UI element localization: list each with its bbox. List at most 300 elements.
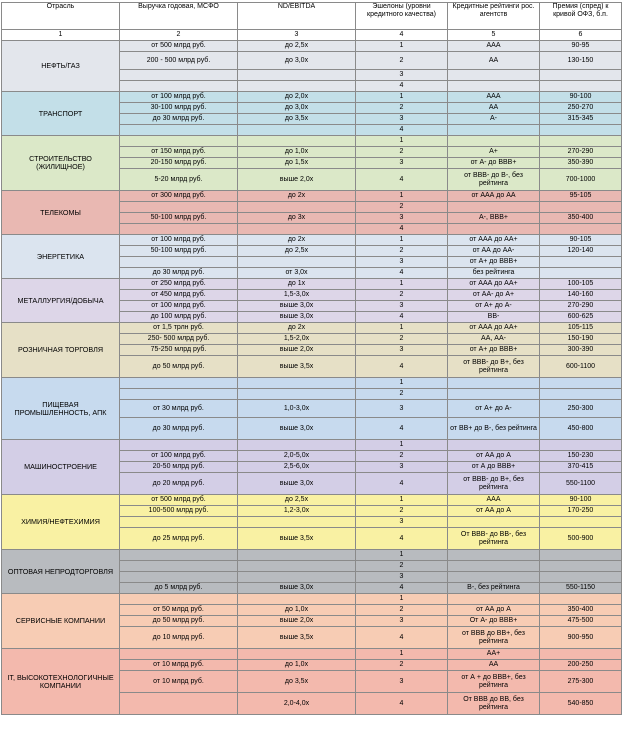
tier-cell: 1 [356, 649, 448, 660]
revenue-cell: от 50 млрд руб. [120, 605, 238, 616]
tier-cell: 3 [356, 301, 448, 312]
tier-cell: 2 [356, 334, 448, 345]
revenue-cell [120, 517, 238, 528]
nd-ebitda-cell: до 3,0х [238, 103, 356, 114]
rating-cell: от АА до А [448, 605, 540, 616]
tier-cell: 2 [356, 202, 448, 213]
revenue-cell [120, 70, 238, 81]
spread-cell: 275-300 [540, 671, 622, 693]
sector-name: IT, ВЫСОКОТЕХНОЛОГИЧНЫЕ КОМПАНИИ [2, 649, 120, 715]
revenue-cell: до 50 млрд руб. [120, 616, 238, 627]
rating-cell [448, 81, 540, 92]
revenue-cell [120, 561, 238, 572]
rating-cell [448, 70, 540, 81]
spread-cell: 200-250 [540, 660, 622, 671]
tier-cell: 1 [356, 378, 448, 389]
table-row [2, 594, 622, 605]
spread-cell: 105-115 [540, 323, 622, 334]
table-body [2, 41, 622, 715]
spread-cell [540, 378, 622, 389]
rating-cell: от А+ до А- [448, 301, 540, 312]
table-row [2, 550, 622, 561]
nd-ebitda-cell [238, 257, 356, 268]
tier-cell: 3 [356, 114, 448, 125]
nd-ebitda-cell [238, 389, 356, 400]
spread-cell: 315-345 [540, 114, 622, 125]
nd-ebitda-cell [238, 224, 356, 235]
table-row [2, 440, 622, 451]
revenue-cell: от 300 млрд руб. [120, 191, 238, 202]
rating-cell: А+ [448, 147, 540, 158]
rating-cell: АА+ [448, 649, 540, 660]
spread-cell: 150-230 [540, 451, 622, 462]
rating-cell: От А- до ВВВ+ [448, 616, 540, 627]
spread-cell: 95-105 [540, 191, 622, 202]
spread-cell: 130-150 [540, 52, 622, 70]
nd-ebitda-cell: выше 3,0х [238, 473, 356, 495]
revenue-cell: до 25 млрд руб. [120, 528, 238, 550]
rating-cell: А-, ВВВ+ [448, 213, 540, 224]
revenue-cell: 30-100 млрд руб. [120, 103, 238, 114]
rating-cell: от ВВВ до ВВ+, без рейтинга [448, 627, 540, 649]
rating-cell: от ВВ+ до В-, без рейтинга [448, 418, 540, 440]
spread-cell [540, 125, 622, 136]
nd-ebitda-cell [238, 649, 356, 660]
revenue-cell [120, 136, 238, 147]
rating-cell [448, 594, 540, 605]
tier-cell: 4 [356, 81, 448, 92]
nd-ebitda-cell: до 1,5х [238, 158, 356, 169]
revenue-cell: до 5 млрд руб. [120, 583, 238, 594]
nd-ebitda-cell [238, 202, 356, 213]
tier-cell: 2 [356, 660, 448, 671]
spread-cell: 90-105 [540, 235, 622, 246]
tier-cell: 3 [356, 345, 448, 356]
tier-cell: 3 [356, 158, 448, 169]
rating-cell: от ВВВ- до В-, без рейтинга [448, 169, 540, 191]
nd-ebitda-cell: выше 3,0х [238, 418, 356, 440]
revenue-cell [120, 594, 238, 605]
revenue-cell: 20-150 млрд руб. [120, 158, 238, 169]
revenue-cell [120, 440, 238, 451]
tier-cell: 3 [356, 400, 448, 418]
revenue-cell: до 20 млрд руб. [120, 473, 238, 495]
rating-cell [448, 572, 540, 583]
nd-ebitda-cell: до 3,0х [238, 52, 356, 70]
header-spread: Премия (спред) к кривой ОФЗ, б.п. [540, 3, 622, 30]
sector-name: ТРАНСПОРТ [2, 92, 120, 136]
table-row [2, 191, 622, 202]
tier-cell: 4 [356, 473, 448, 495]
spread-cell: 350-400 [540, 213, 622, 224]
tier-cell: 1 [356, 495, 448, 506]
spread-cell: 300-390 [540, 345, 622, 356]
nd-ebitda-cell: до 2,5х [238, 41, 356, 52]
revenue-cell: от 100 млрд руб. [120, 301, 238, 312]
column-number: 4 [356, 30, 448, 41]
tier-cell: 2 [356, 103, 448, 114]
revenue-cell: от 10 млрд руб. [120, 671, 238, 693]
nd-ebitda-cell: 1,2-3,0х [238, 506, 356, 517]
nd-ebitda-cell [238, 561, 356, 572]
nd-ebitda-cell [238, 550, 356, 561]
rating-cell: АА, АА- [448, 334, 540, 345]
rating-cell: от АА до А [448, 451, 540, 462]
nd-ebitda-cell: 1,5-2,0х [238, 334, 356, 345]
rating-cell [448, 224, 540, 235]
spread-cell [540, 257, 622, 268]
table-row [2, 378, 622, 389]
rating-cell [448, 440, 540, 451]
tier-cell: 1 [356, 41, 448, 52]
spread-cell: 270-290 [540, 147, 622, 158]
spread-cell: 500-900 [540, 528, 622, 550]
sector-name: ХИМИЯ/НЕФТЕХИМИЯ [2, 495, 120, 550]
tier-cell: 4 [356, 528, 448, 550]
tier-cell: 4 [356, 583, 448, 594]
nd-ebitda-cell: выше 3,5х [238, 528, 356, 550]
spread-cell [540, 202, 622, 213]
rating-cell: от ААА до АА+ [448, 235, 540, 246]
tier-cell: 2 [356, 605, 448, 616]
spread-cell [540, 70, 622, 81]
spread-cell: 100-105 [540, 279, 622, 290]
nd-ebitda-cell: до 3х [238, 213, 356, 224]
spread-cell [540, 81, 622, 92]
spread-cell: 550-1150 [540, 583, 622, 594]
spread-cell [540, 649, 622, 660]
rating-cell: от А- до ВВВ+ [448, 158, 540, 169]
revenue-cell: от 500 млрд руб. [120, 495, 238, 506]
tier-cell: 2 [356, 147, 448, 158]
nd-ebitda-cell: до 2х [238, 323, 356, 334]
rating-cell: ААА [448, 495, 540, 506]
sector-name: ПИЩЕВАЯ ПРОМЫШЛЕННОСТЬ, АПК [2, 378, 120, 440]
nd-ebitda-cell [238, 440, 356, 451]
spread-cell: 90-100 [540, 92, 622, 103]
header-nd-ebitda: ND/EBITDA [238, 3, 356, 30]
spread-cell: 475-500 [540, 616, 622, 627]
nd-ebitda-cell: 2,0-4,0х [238, 693, 356, 715]
rating-cell [448, 550, 540, 561]
spread-cell: 700-1000 [540, 169, 622, 191]
spread-cell: 90-100 [540, 495, 622, 506]
rating-cell [448, 561, 540, 572]
revenue-cell [120, 649, 238, 660]
revenue-cell [120, 550, 238, 561]
nd-ebitda-cell: выше 3,5х [238, 356, 356, 378]
rating-cell: АА [448, 52, 540, 70]
tier-cell: 1 [356, 279, 448, 290]
revenue-cell: от 250 млрд руб. [120, 279, 238, 290]
table-row [2, 323, 622, 334]
revenue-cell [120, 572, 238, 583]
revenue-cell: до 10 млрд руб. [120, 627, 238, 649]
tier-cell: 2 [356, 506, 448, 517]
column-number: 5 [448, 30, 540, 41]
spread-cell: 900-950 [540, 627, 622, 649]
spread-cell [540, 561, 622, 572]
tier-cell: 2 [356, 561, 448, 572]
spread-cell [540, 268, 622, 279]
revenue-cell: от 100 млрд руб. [120, 235, 238, 246]
rating-cell: без рейтинга [448, 268, 540, 279]
spread-cell [540, 550, 622, 561]
revenue-cell [120, 389, 238, 400]
tier-cell: 3 [356, 572, 448, 583]
revenue-cell: 50-100 млрд руб. [120, 246, 238, 257]
revenue-cell [120, 693, 238, 715]
rating-cell [448, 202, 540, 213]
tier-cell: 4 [356, 627, 448, 649]
revenue-cell: до 50 млрд руб. [120, 356, 238, 378]
sector-name: ТЕЛЕКОМЫ [2, 191, 120, 235]
spread-cell: 140-160 [540, 290, 622, 301]
revenue-cell: от 10 млрд руб. [120, 660, 238, 671]
revenue-cell: 75-250 млрд руб. [120, 345, 238, 356]
sector-name: ЭНЕРГЕТИКА [2, 235, 120, 279]
nd-ebitda-cell: 2,5-6,0х [238, 462, 356, 473]
tier-cell: 3 [356, 213, 448, 224]
revenue-cell: до 30 млрд руб. [120, 268, 238, 279]
tier-cell: 1 [356, 550, 448, 561]
rating-cell [448, 517, 540, 528]
revenue-cell: 5-20 млрд руб. [120, 169, 238, 191]
sector-name: СЕРВИСНЫЕ КОМПАНИИ [2, 594, 120, 649]
spread-cell [540, 440, 622, 451]
spread-cell: 150-190 [540, 334, 622, 345]
column-number: 3 [238, 30, 356, 41]
column-number: 6 [540, 30, 622, 41]
spread-cell [540, 517, 622, 528]
rating-cell: от АА до АА- [448, 246, 540, 257]
spread-cell: 90-95 [540, 41, 622, 52]
nd-ebitda-cell: 1,5-3,0х [238, 290, 356, 301]
table-row [2, 235, 622, 246]
nd-ebitda-cell: до 1,0х [238, 660, 356, 671]
revenue-cell [120, 81, 238, 92]
rating-cell: АА [448, 103, 540, 114]
tier-cell: 2 [356, 389, 448, 400]
header-rating: Кредитные рейтинги рос. агентств [448, 3, 540, 30]
spread-cell: 600-625 [540, 312, 622, 323]
revenue-cell [120, 202, 238, 213]
rating-cell: От ВВВ до ВВ, без рейтинга [448, 693, 540, 715]
nd-ebitda-cell [238, 572, 356, 583]
tier-cell: 4 [356, 224, 448, 235]
spread-cell: 370-415 [540, 462, 622, 473]
revenue-cell: до 30 млрд руб. [120, 418, 238, 440]
rating-cell [448, 125, 540, 136]
spread-cell: 120-140 [540, 246, 622, 257]
table-row [2, 92, 622, 103]
nd-ebitda-cell: 2,0-5,0х [238, 451, 356, 462]
spread-cell: 170-250 [540, 506, 622, 517]
table-row [2, 649, 622, 660]
spread-cell: 250-300 [540, 400, 622, 418]
tier-cell: 4 [356, 693, 448, 715]
revenue-cell: от 450 млрд руб. [120, 290, 238, 301]
revenue-cell: от 500 млрд руб. [120, 41, 238, 52]
revenue-cell [120, 125, 238, 136]
nd-ebitda-cell: 1,0-3,0х [238, 400, 356, 418]
nd-ebitda-cell [238, 136, 356, 147]
nd-ebitda-cell [238, 70, 356, 81]
sector-name: СТРОИТЕЛЬСТВО (ЖИЛИЩНОЕ) [2, 136, 120, 191]
rating-cell: От ВВВ- до ВВ-, без рейтинга [448, 528, 540, 550]
tier-cell: 4 [356, 125, 448, 136]
tier-cell: 3 [356, 257, 448, 268]
rating-cell [448, 389, 540, 400]
rating-cell [448, 378, 540, 389]
nd-ebitda-cell: выше 3,0х [238, 312, 356, 323]
spread-cell [540, 136, 622, 147]
revenue-cell: до 100 млрд руб. [120, 312, 238, 323]
tier-cell: 2 [356, 246, 448, 257]
nd-ebitda-cell [238, 378, 356, 389]
rating-cell: от ВВВ- до В+, без рейтинга [448, 473, 540, 495]
rating-cell: от А+ до А- [448, 400, 540, 418]
tier-cell: 4 [356, 169, 448, 191]
nd-ebitda-cell: выше 3,0х [238, 583, 356, 594]
header-revenue: Выручка годовая, МСФО [120, 3, 238, 30]
bond-spread-table [1, 2, 622, 715]
revenue-cell: 50-100 млрд руб. [120, 213, 238, 224]
nd-ebitda-cell: до 2,5х [238, 246, 356, 257]
nd-ebitda-cell [238, 517, 356, 528]
rating-cell: от АА- до А+ [448, 290, 540, 301]
tier-cell: 3 [356, 517, 448, 528]
nd-ebitda-cell: до 2,0х [238, 92, 356, 103]
header-tier: Эшелоны (уровни кредитного качества) [356, 3, 448, 30]
sector-name: ОПТОВАЯ НЕПРОДТОРГОВЛЯ [2, 550, 120, 594]
nd-ebitda-cell: до 1х [238, 279, 356, 290]
header-sector: Отрасль [2, 3, 120, 30]
table-row [2, 495, 622, 506]
revenue-cell: от 30 млрд руб. [120, 400, 238, 418]
nd-ebitda-cell: до 1,0х [238, 605, 356, 616]
tier-cell: 4 [356, 356, 448, 378]
nd-ebitda-cell: выше 2,0х [238, 169, 356, 191]
tier-cell: 2 [356, 451, 448, 462]
rating-cell: ААА [448, 41, 540, 52]
sector-name: МАШИНОСТРОЕНИЕ [2, 440, 120, 495]
nd-ebitda-cell: до 3,5х [238, 671, 356, 693]
tier-cell: 1 [356, 235, 448, 246]
spread-cell: 550-1100 [540, 473, 622, 495]
revenue-cell: 250- 500 млрд руб. [120, 334, 238, 345]
spread-cell: 270-290 [540, 301, 622, 312]
header-row [2, 3, 622, 30]
rating-cell: АА [448, 660, 540, 671]
nd-ebitda-cell [238, 594, 356, 605]
rating-cell [448, 136, 540, 147]
sector-name: РОЗНИЧНАЯ ТОРГОВЛЯ [2, 323, 120, 378]
nd-ebitda-cell: до 1,0х [238, 147, 356, 158]
spread-cell: 450-800 [540, 418, 622, 440]
tier-cell: 1 [356, 92, 448, 103]
table-row [2, 279, 622, 290]
rating-cell: от ВВВ- до В+, без рейтинга [448, 356, 540, 378]
nd-ebitda-cell: выше 3,0х [238, 301, 356, 312]
revenue-cell [120, 257, 238, 268]
nd-ebitda-cell: от 3,0х [238, 268, 356, 279]
spread-cell: 250-270 [540, 103, 622, 114]
rating-cell: от А + до ВВВ+, без рейтинга [448, 671, 540, 693]
tier-cell: 3 [356, 70, 448, 81]
spread-cell [540, 389, 622, 400]
tier-cell: 3 [356, 616, 448, 627]
rating-cell: от АА до А [448, 506, 540, 517]
column-number: 1 [2, 30, 120, 41]
rating-cell: от ААА до АА [448, 191, 540, 202]
table-row [2, 136, 622, 147]
tier-cell: 2 [356, 290, 448, 301]
nd-ebitda-cell [238, 125, 356, 136]
tier-cell: 3 [356, 462, 448, 473]
tier-cell: 2 [356, 52, 448, 70]
revenue-cell: 20-50 млрд руб. [120, 462, 238, 473]
tier-cell: 4 [356, 418, 448, 440]
rating-cell: от А до ВВВ+ [448, 462, 540, 473]
sector-name: НЕФТЬ/ГАЗ [2, 41, 120, 92]
rating-cell: от А+ до ВВВ+ [448, 257, 540, 268]
revenue-cell: 100-500 млрд руб. [120, 506, 238, 517]
revenue-cell: от 1,5 трлн руб. [120, 323, 238, 334]
nd-ebitda-cell: до 2,5х [238, 495, 356, 506]
nd-ebitda-cell: до 2х [238, 191, 356, 202]
rating-cell: ААА [448, 92, 540, 103]
tier-cell: 1 [356, 440, 448, 451]
spread-cell [540, 594, 622, 605]
tier-cell: 4 [356, 268, 448, 279]
sector-name: МЕТАЛЛУРГИЯ/ДОБЫЧА [2, 279, 120, 323]
tier-cell: 1 [356, 191, 448, 202]
spread-cell: 350-390 [540, 158, 622, 169]
tier-cell: 1 [356, 136, 448, 147]
revenue-cell: от 150 млрд руб. [120, 147, 238, 158]
nd-ebitda-cell: до 3,5х [238, 114, 356, 125]
revenue-cell [120, 224, 238, 235]
revenue-cell: от 100 млрд руб. [120, 92, 238, 103]
column-number-row [2, 30, 622, 41]
tier-cell: 1 [356, 323, 448, 334]
column-number: 2 [120, 30, 238, 41]
spread-cell: 350-400 [540, 605, 622, 616]
spread-cell [540, 572, 622, 583]
nd-ebitda-cell [238, 81, 356, 92]
rating-cell: от ААА до АА+ [448, 323, 540, 334]
tier-cell: 3 [356, 671, 448, 693]
spread-cell: 540-850 [540, 693, 622, 715]
nd-ebitda-cell: до 2х [238, 235, 356, 246]
rating-cell: А- [448, 114, 540, 125]
revenue-cell: от 100 млрд руб. [120, 451, 238, 462]
tier-cell: 1 [356, 594, 448, 605]
revenue-cell: до 30 млрд руб. [120, 114, 238, 125]
rating-cell: В-, без рейтинга [448, 583, 540, 594]
table-row [2, 41, 622, 52]
revenue-cell: 200 - 500 млрд руб. [120, 52, 238, 70]
rating-cell: ВВ- [448, 312, 540, 323]
rating-cell: от А+ до ВВВ+ [448, 345, 540, 356]
nd-ebitda-cell: выше 2,0х [238, 616, 356, 627]
nd-ebitda-cell: выше 2,0х [238, 345, 356, 356]
spread-cell: 600-1100 [540, 356, 622, 378]
rating-cell: от ААА до АА+ [448, 279, 540, 290]
tier-cell: 4 [356, 312, 448, 323]
revenue-cell [120, 378, 238, 389]
